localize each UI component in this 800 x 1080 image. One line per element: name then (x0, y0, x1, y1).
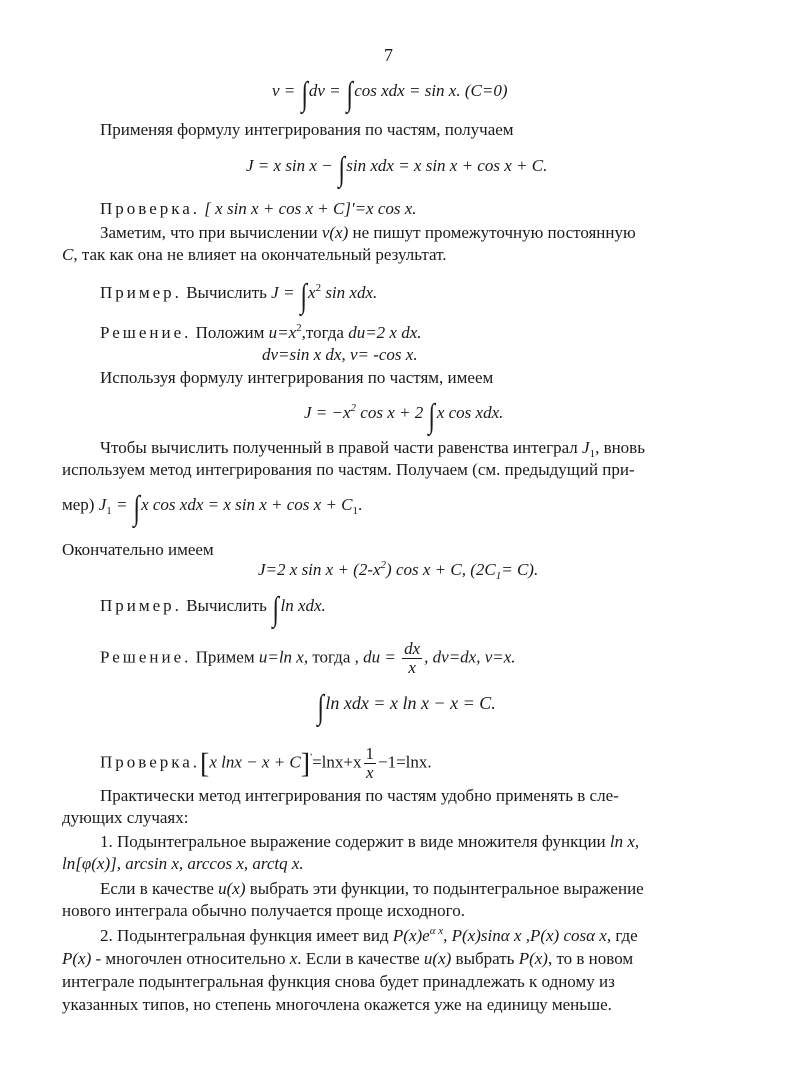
fraction-num: 1 (365, 744, 374, 763)
compute-text-a: Чтобы вычислить полученный в правой части равенства интеграл (100, 438, 583, 457)
eq5-sub: 1 (495, 570, 502, 582)
solution-2-u: u=ln x (258, 647, 304, 667)
equation-final (258, 559, 538, 581)
equation-j1-result (62, 490, 363, 527)
check-1-text: [ x sin x + cos x + C]'=x cos x. (204, 199, 417, 218)
example-1-exp: 2 (315, 282, 322, 294)
solution-2-text2: , тогда , (303, 647, 359, 667)
integral-sign: ∫ (428, 398, 436, 435)
solution-2-text1: Примем (195, 647, 259, 667)
example-2 (100, 591, 326, 628)
fraction-dx-x (402, 640, 422, 677)
case-2-line3: интеграле подынтегральная функция снова будет принадлежать к одному из (62, 972, 615, 991)
integral-sign: ∫ (133, 490, 140, 527)
eq5-a: J=2 x sin x + (2-x (258, 560, 381, 579)
eq1-constant: (C=0) (464, 81, 508, 100)
example-1 (100, 278, 378, 315)
solution-1-text2: ,тогда (301, 323, 349, 342)
eq1-eq: = (329, 81, 341, 100)
check-1 (100, 198, 417, 220)
note-text-c: , так как она не влияет на окончательный результат. (73, 245, 447, 264)
example-1-rest: sin xdx. (325, 283, 378, 302)
fraction-1-x (364, 745, 377, 782)
eq2-rhs: = x sin x + cos x + C. (398, 156, 548, 175)
case-1-line2: ln[φ(x)], arcsin x, arccos x, arctq x. (62, 854, 304, 873)
compute-j: J (582, 438, 590, 457)
eq3-lhs-a: J = −x (304, 403, 351, 422)
solution-2-du: du = (363, 647, 396, 667)
eq5-exp: 2 (380, 559, 387, 571)
fraction-den: x (365, 763, 374, 782)
eq4-lhs-sub: 1 (106, 505, 112, 517)
paragraph-apply-formula: Применяя формулу интегрирования по частям, получаем (100, 120, 514, 139)
eq5-b: ) cos x + C, (2C (386, 560, 496, 579)
eq1-result: = sin x. (408, 81, 461, 100)
check-2-prime: ' (310, 751, 313, 764)
solution-1 (100, 322, 422, 344)
case-1-lnx: ln x, (609, 832, 640, 851)
integral-sign: ∫ (300, 278, 307, 315)
eq4-end: . (358, 495, 363, 514)
case-2-x: x (289, 949, 298, 968)
case-1-line1 (100, 831, 639, 853)
eq2-integrand: sin xdx (346, 156, 394, 175)
integral-sign: ∫ (300, 76, 308, 113)
case-2-u: u(x) (423, 949, 452, 968)
fraction-den: x (408, 658, 416, 677)
paragraph-compute-line1 (100, 437, 645, 459)
eq3-integrand: x cos xdx. (436, 403, 504, 422)
solution-2 (100, 640, 516, 677)
eq3-exp: 2 (350, 402, 357, 414)
compute-text-b: , вновь (595, 438, 645, 457)
note-text-a: Заметим, что при вычислении (100, 223, 322, 242)
equation-lnx (316, 689, 496, 726)
solution-1-du: du=2 x dx. (348, 323, 422, 342)
note-line-1 (100, 222, 636, 244)
case-1-note-line1 (100, 878, 644, 900)
check-2-inside: x lnx − x + C (209, 752, 301, 772)
case-2-text-a: 2. Подынтегральная функция имеет вид (100, 926, 393, 945)
check-2-rhs-b: −1=lnx. (378, 752, 432, 772)
example-1-lhs: J = (271, 283, 295, 302)
case-1-note-line2: нового интеграла обычно получается проще исходного. (62, 901, 465, 920)
eq4-lhs: J (98, 495, 107, 514)
eq5-c: = C). (501, 560, 539, 579)
case-2-line4: указанных типов, но степень многочлена окажется уже на единицу меньше. (62, 995, 612, 1014)
note-vx: v(x) (321, 223, 349, 242)
solution-1-text1: Положим (195, 323, 269, 342)
eq1-integrand1: dv (308, 81, 325, 100)
note-c: C (62, 245, 74, 264)
integral-sign: ∫ (338, 151, 345, 188)
case-2-f1-exp: α x (429, 925, 444, 937)
example-1-text: Вычислить (186, 283, 267, 302)
check-2 (100, 745, 432, 782)
case-1-text: 1. Подынтегральное выражение содержит в виде множителя функции (100, 832, 610, 851)
eq4-c-sub: 1 (352, 505, 359, 517)
case-2-text-f: , то в новом (547, 949, 634, 968)
eq2-lhs: J = x sin x − (246, 156, 333, 175)
eq3-lhs-b: cos x + 2 (356, 403, 424, 422)
solution-1-u-exp: 2 (296, 322, 302, 334)
example-1-x: x (308, 283, 316, 302)
note-text-b: не пишут промежуточную постоянную (348, 223, 636, 242)
solution-1-u: u=x (268, 323, 297, 342)
eq1-lhs: v = (272, 81, 296, 100)
paragraph-using-formula: Используя формулу интегрирования по частям, имеем (100, 368, 494, 387)
integral-sign: ∫ (317, 689, 324, 726)
case-2-text-e: выбрать (451, 949, 519, 968)
paragraph-practical-1: Практически метод интегрирования по частям удобно применять в сле- (100, 786, 619, 805)
case-2-f1: P(x)e (392, 926, 430, 945)
check-2-label: Проверка. (100, 752, 201, 772)
page-number: 7 (384, 45, 393, 65)
note-line-2 (62, 244, 447, 266)
solution-2-rest: , dv=dx, v=x. (424, 647, 516, 667)
equation-j2 (304, 398, 504, 435)
solution-1-label: Решение. (100, 323, 192, 342)
bracket-right: ] (300, 748, 311, 780)
solution-1-line2: dv=sin x dx, v= -cos x. (262, 345, 418, 364)
example-2-integrand: ln xdx. (280, 596, 326, 615)
eq6-integrand: ln xdx = x ln x − x = C. (325, 693, 496, 713)
integral-sign: ∫ (272, 591, 280, 628)
paragraph-finally: Окончательно имеем (62, 540, 214, 559)
eq1-integrand2: cos xdx (354, 81, 405, 100)
example-1-label: Пример. (100, 283, 182, 302)
case-1-note-b: выбрать эти функции, то подынтегральное выражение (245, 879, 644, 898)
eq4-integrand: x cos xdx = x sin x + cos x + C (141, 495, 353, 514)
equation-v (272, 76, 508, 113)
eq4-eq: = (116, 495, 128, 514)
case-2-px: P(x) (62, 949, 92, 968)
case-2-p: P(x) (518, 949, 548, 968)
case-2-line2 (62, 948, 633, 970)
paragraph-practical-2: дующих случаях: (62, 808, 189, 827)
paragraph-compute-line2: используем метод интегрирования по частям. Получаем (см. предыдущий при- (62, 460, 635, 479)
check-1-label: Проверка. (100, 199, 201, 218)
eq4-prefix: мер) (62, 495, 95, 514)
solution-2-label: Решение. (100, 647, 192, 667)
example-2-text: Вычислить (186, 596, 267, 615)
bracket-left: [ (200, 748, 210, 780)
case-2-text-d: . Если в качестве (297, 949, 424, 968)
fraction-num: dx (404, 639, 421, 658)
example-2-label: Пример. (100, 596, 182, 615)
case-1-note-u: u(x) (218, 879, 246, 898)
case-2-text-c: - многочлен относительно (91, 949, 290, 968)
case-1-note-a: Если в качестве (100, 879, 219, 898)
integral-sign: ∫ (346, 76, 353, 113)
equation-j1 (246, 151, 548, 188)
compute-j-sub: 1 (589, 448, 596, 460)
case-2-line1 (100, 925, 638, 947)
case-2-text-b: где (611, 926, 638, 945)
check-2-rhs-a: =lnx+x (312, 752, 362, 772)
case-2-f2: , P(x)sinα x ,P(x) cosα x, (443, 926, 612, 945)
